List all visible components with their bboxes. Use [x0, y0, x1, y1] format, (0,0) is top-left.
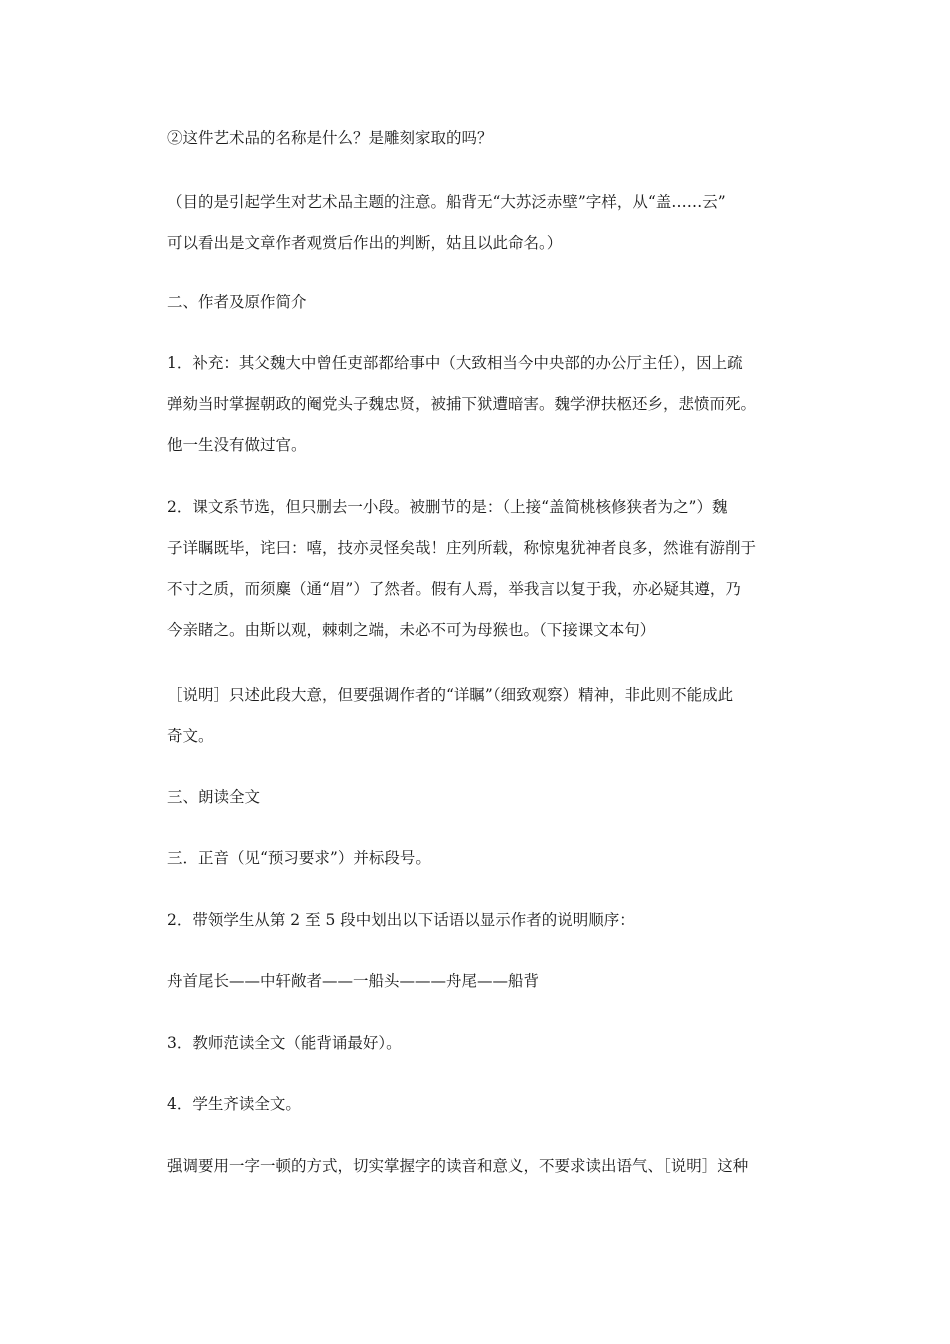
step-pronunciation [167, 838, 807, 879]
explanation-note [167, 675, 807, 757]
text-line: 可以看出是文章作者观赏后作出的判断，姑且以此命名。） [167, 234, 563, 252]
text-line: 2．课文系节选，但只删去一小段。被删节的是：（上接“盖简桃核修狭者为之”）魏 [167, 498, 728, 516]
text-line: 他一生没有做过官。 [167, 436, 307, 454]
text-line: 2．带领学生从第 2 至 5 段中划出以下话语以显示作者的说明顺序： [167, 911, 635, 929]
step-student-reading [167, 1084, 807, 1125]
section-heading-3 [167, 777, 807, 818]
order-sequence [167, 961, 807, 1002]
text-line: 舟首尾长——中轩敞者——一船头———舟尾——船背 [167, 972, 540, 990]
step-teacher-reading [167, 1023, 807, 1064]
text-line: （目的是引起学生对艺术品主题的注意。船背无“大苏泛赤壁”字样，从“盖……云” [167, 193, 726, 211]
text-line: 奇文。 [167, 727, 214, 745]
step-mark-order [167, 900, 807, 941]
emphasis-paragraph [167, 1146, 807, 1187]
text-line: 3．教师范读全文（能背诵最好）。 [167, 1034, 402, 1052]
question-2 [167, 118, 807, 159]
text-line: 二、作者及原作简介 [167, 293, 307, 311]
text-line: ［说明］只述此段大意，但要强调作者的“详瞩”（细致观察）精神，非此则不能成此 [167, 686, 734, 704]
purpose-note [167, 182, 807, 264]
text-line: 弹劾当时掌握朝政的阉党头子魏忠贤，被捕下狱遭暗害。魏学洢扶柩还乡，悲愤而死。 [167, 395, 757, 413]
text-line: 三．正音（见“预习要求”）并标段号。 [167, 849, 431, 867]
text-line: 今亲睹之。由斯以观，棘刺之端，未必不可为母猴也。（下接课文本句） [167, 621, 656, 639]
text-line: 1．补充：其父魏大中曾任吏部都给事中（大致相当今中央部的办公厅主任），因上疏 [167, 354, 743, 372]
text-line: 不寸之质，而须麋（通“眉”）了然者。假有人焉，举我言以复于我，亦必疑其遵，乃 [167, 580, 741, 598]
text-line: 子详瞩既毕，诧曰：嘻，技亦灵怪矣哉！庄列所载，称惊鬼犹神者良多，然谁有游削于 [167, 539, 757, 557]
item-2-paragraph [167, 487, 807, 651]
item-1-paragraph [167, 343, 807, 466]
text-line: ②这件艺术品的名称是什么？是雕刻家取的吗？ [167, 129, 493, 147]
text-line: 三、朗读全文 [167, 788, 261, 806]
text-line: 强调要用一字一顿的方式，切实掌握字的读音和意义，不要求读出语气、［说明］这种 [167, 1157, 749, 1175]
text-line: 4．学生齐读全文。 [167, 1095, 301, 1113]
section-heading-2 [167, 282, 807, 323]
